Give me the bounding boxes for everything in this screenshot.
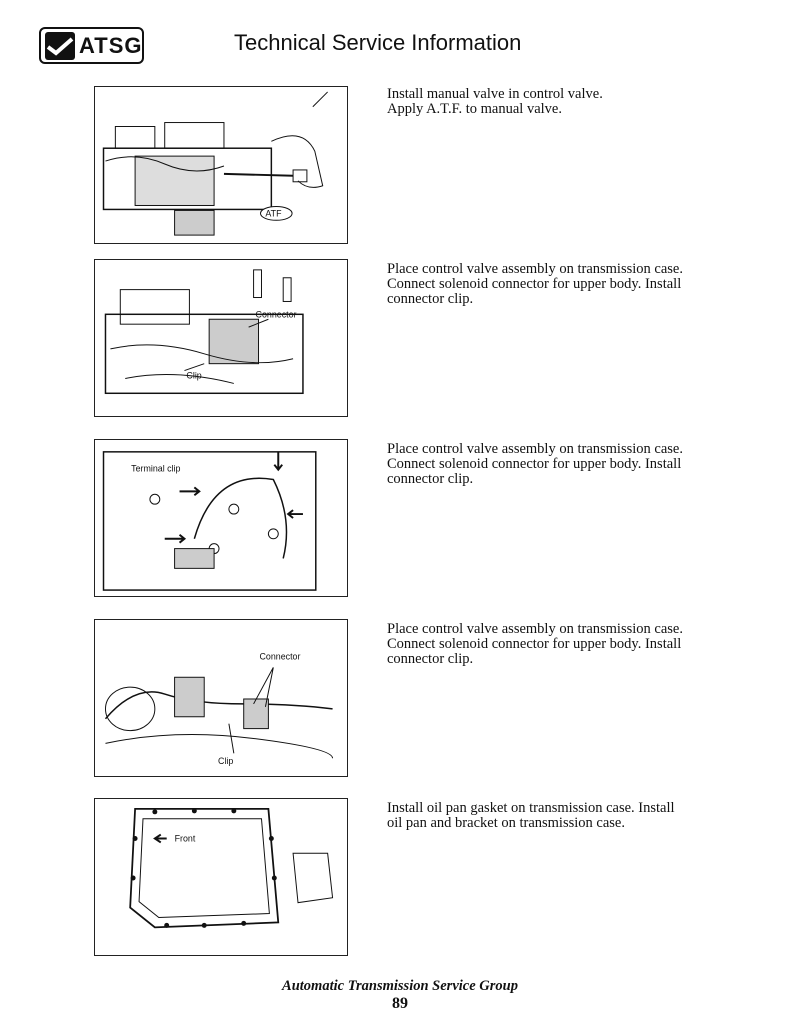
step-1-line-2: Apply A.T.F. to manual valve. — [387, 101, 562, 117]
step-5-line-2: oil pan and bracket on transmission case. — [387, 815, 625, 831]
step-3-line-3: connector clip. — [387, 471, 474, 487]
step-3-line-2: Connect solenoid connector for upper body. Install — [387, 456, 682, 472]
figure-control-valve-connector — [94, 259, 348, 417]
step-5-line-1: Install oil pan gasket on transmission case. Install — [387, 800, 675, 816]
atsg-logo — [39, 27, 144, 64]
figure-label-clip: Clip — [186, 370, 202, 381]
step-2-line-3: connector clip. — [387, 291, 474, 307]
figure-terminal-clip — [94, 439, 348, 597]
step-2-line-2: Connect solenoid connector for upper body. Install — [387, 276, 682, 292]
step-3-text — [387, 442, 707, 487]
figure-label-atf: ATF — [265, 208, 282, 219]
figure-label-clip: Clip — [218, 756, 234, 767]
footer-organization: Automatic Transmission Service Group — [282, 978, 518, 994]
figure-label-connector: Connector — [255, 309, 297, 320]
step-2-line-1: Place control valve assembly on transmission case. — [387, 261, 683, 277]
page-number: 89 — [392, 995, 408, 1012]
step-2-text — [387, 262, 707, 307]
figure-label-connector: Connector — [259, 651, 301, 662]
figure-connector-clip — [94, 619, 348, 777]
figure-oil-pan — [94, 798, 348, 956]
connector-clip-illustration — [95, 620, 347, 776]
step-4-line-2: Connect solenoid connector for upper body. Install — [387, 636, 682, 652]
terminal-clip-illustration — [95, 440, 347, 596]
step-3-line-1: Place control valve assembly on transmission case. — [387, 441, 683, 457]
oil-pan-illustration — [95, 799, 347, 955]
figure-label-terminal-clip: Terminal clip — [131, 463, 181, 474]
step-4-line-3: connector clip. — [387, 651, 474, 667]
page-title: Technical Service Information — [234, 30, 522, 55]
checkmark-logo-icon — [45, 32, 75, 60]
figure-manual-valve — [94, 86, 348, 244]
step-1-line-1: Install manual valve in control valve. — [387, 86, 603, 102]
step-4-line-1: Place control valve assembly on transmission case. — [387, 621, 683, 637]
logo-text: ATSG — [79, 32, 143, 58]
step-1-text — [387, 87, 707, 117]
control-valve-connector-illustration — [95, 260, 347, 416]
manual-valve-illustration — [95, 87, 347, 243]
figure-label-front: Front — [174, 833, 196, 844]
step-4-text — [387, 622, 707, 667]
step-5-text — [387, 801, 707, 831]
